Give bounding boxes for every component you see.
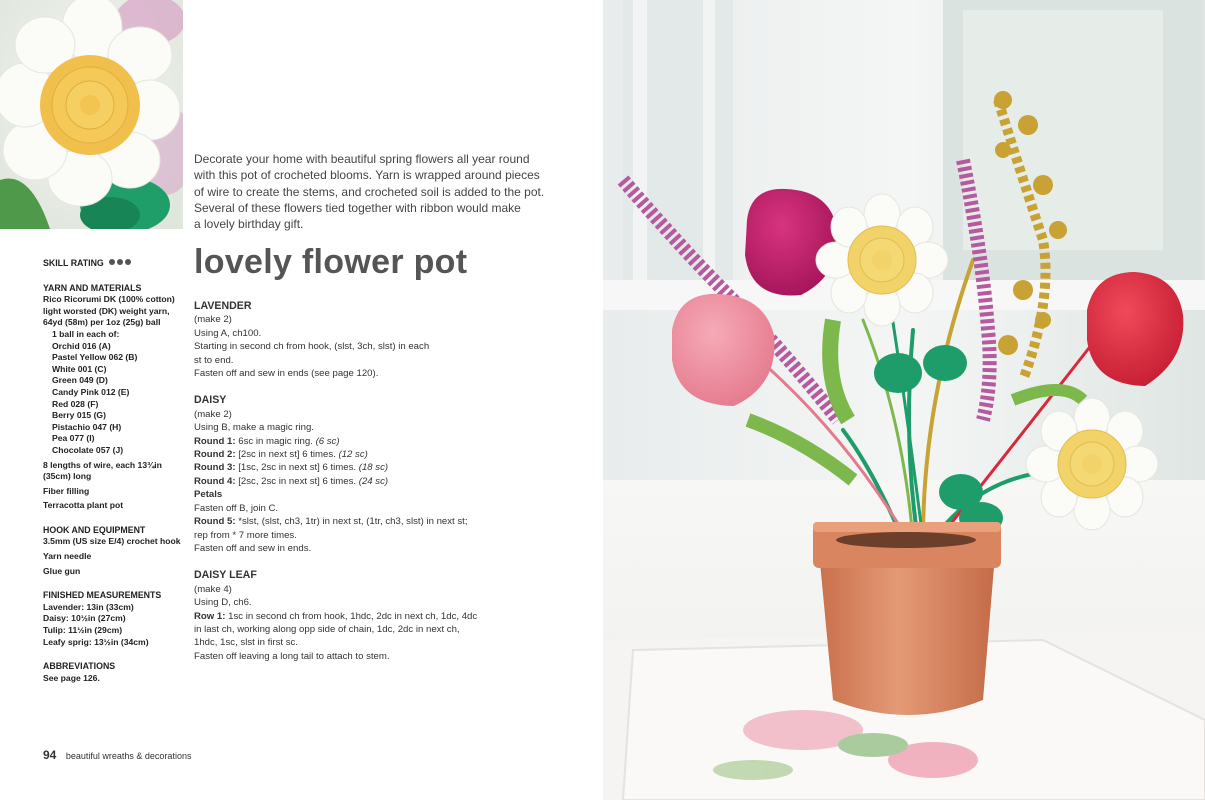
daisy-round <box>194 461 494 474</box>
petals-heading: Petals <box>194 489 223 501</box>
yarn-color: Berry 015 (G) <box>52 410 106 421</box>
wire-item: (35cm) long <box>43 471 92 482</box>
abbr-text: See page 126. <box>43 672 100 683</box>
round-label: Round 5: <box>194 516 236 528</box>
round-label: Round 2: <box>194 449 236 461</box>
yarn-color: White 001 (C) <box>52 363 107 374</box>
lavender-line: Fasten off and sew in ends (see page 120). <box>194 368 379 380</box>
pot-item: Terracotta plant pot <box>43 500 124 511</box>
yarn-heading: YARN AND MATERIALS <box>43 282 142 293</box>
page-footer <box>43 748 191 762</box>
leaf-row1-cont: 1hdc, 1sc, slst in first sc. <box>194 637 298 649</box>
round-text: [1sc, 2sc in next st] 6 times. <box>235 462 359 474</box>
yarn-desc: Rico Ricorumi DK (100% cotton) <box>43 294 175 305</box>
yarn-color: Candy Pink 012 (E) <box>52 386 130 397</box>
ball-intro: 1 ball in each of: <box>52 328 120 339</box>
yarn-color: Orchid 016 (A) <box>52 340 111 351</box>
filling-item: Fiber filling <box>43 485 90 496</box>
hook-item: Glue gun <box>43 565 81 576</box>
leaf-row1-cont: in last ch, working along opp side of chain, 1dc, 2dc in next ch, <box>194 623 460 635</box>
round-count: (18 sc) <box>358 462 389 474</box>
row-label: Row 1: <box>194 610 226 622</box>
measure-heading: FINISHED MEASUREMENTS <box>43 590 162 601</box>
yarn-color: Pastel Yellow 062 (B) <box>52 352 138 363</box>
intro-line: Decorate your home with beautiful spring flowers all year round <box>194 152 530 166</box>
lavender-heading: LAVENDER <box>194 300 252 312</box>
round-text: [2sc in next st] 6 times. <box>235 449 339 461</box>
daisy-round-5-cont: rep from * 7 more times. <box>194 529 297 541</box>
daisy-round-5 <box>194 515 494 528</box>
yarn-desc: light worsted (DK) weight yarn, <box>43 305 170 316</box>
leaf-make: (make 4) <box>194 583 232 595</box>
wire-item: 8 lengths of wire, each 13¾in <box>43 459 162 470</box>
row-text: 1sc in second ch from hook, 1hdc, 2dc in next ch, 1dc, 4dc <box>225 610 478 622</box>
daisy-make: (make 2) <box>194 408 232 420</box>
yarn-color: Red 028 (F) <box>52 398 99 409</box>
yarn-color: Green 049 (D) <box>52 375 108 386</box>
leaf-fasten: Fasten off leaving a long tail to attach to stem. <box>194 650 390 662</box>
round-count: (6 sc) <box>315 435 340 447</box>
measure-item: Daisy: 10½in (27cm) <box>43 613 126 624</box>
lavender-line: Starting in second ch from hook, (slst, 3ch, slst) in each <box>194 341 430 353</box>
round-count: (12 sc) <box>338 449 368 461</box>
intro-paragraph <box>194 151 544 232</box>
intro-line: a lovely birthday gift. <box>194 217 304 232</box>
round-text: *slst, (slst, ch3, 1tr) in next st, (1tr, ch3, slst) in next st; <box>235 516 468 528</box>
round-label: Round 4: <box>194 475 236 487</box>
flower-pot-photo <box>603 0 1205 800</box>
daisy-round <box>194 475 494 488</box>
daisy-leaf-heading: DAISY LEAF <box>194 569 257 582</box>
measure-item: Lavender: 13in (33cm) <box>43 601 134 612</box>
hook-item: 3.5mm (US size E/4) crochet hook <box>43 536 181 547</box>
page-number: 94 <box>43 748 57 762</box>
daisy-round <box>194 435 494 448</box>
leaf-row1 <box>194 610 494 623</box>
round-text: [2sc, 2sc in next st] 6 times. <box>235 475 359 487</box>
skill-dots <box>109 258 133 270</box>
measure-item: Tulip: 11½in (29cm) <box>43 625 123 636</box>
yarn-desc: 64yd (58m) per 1oz (25g) ball <box>43 317 161 328</box>
section-name: beautiful wreaths & decorations <box>65 751 192 761</box>
daisy-using: Using B, make a magic ring. <box>194 422 314 434</box>
intro-line: of wire to create the stems, and crocheted soil is added to the pot. <box>194 184 545 199</box>
daisy-heading: DAISY <box>194 394 227 407</box>
yarn-color: Pistachio 047 (H) <box>52 421 122 432</box>
intro-line: with this pot of crocheted blooms. Yarn is wrapped around pieces <box>194 168 540 183</box>
round-label: Round 3: <box>194 462 236 474</box>
measure-item: Leafy sprig: 13½in (34cm) <box>43 636 149 647</box>
hook-heading: HOOK AND EQUIPMENT <box>43 524 146 535</box>
hook-item: Yarn needle <box>43 551 92 562</box>
lavender-line: Using A, ch100. <box>194 327 262 339</box>
round-label: Round 1: <box>194 435 236 447</box>
lavender-line: (make 2) <box>194 314 232 326</box>
materials-sidebar <box>43 258 188 684</box>
daisy-round <box>194 448 494 461</box>
yarn-color: Pea 077 (I) <box>52 433 95 444</box>
skill-rating-label: SKILL RATING <box>43 258 104 268</box>
daisy-fasten: Fasten off and sew in ends. <box>194 542 312 554</box>
intro-line: Several of these flowers tied together with ribbon would make <box>194 200 521 215</box>
yarn-color: Chocolate 057 (J) <box>52 444 124 455</box>
daisy-closeup-photo <box>0 0 183 229</box>
skill-rating <box>43 258 188 270</box>
pattern-title: lovely flower pot <box>194 243 468 281</box>
lavender-line: st to end. <box>194 354 234 366</box>
leaf-using: Using D, ch6. <box>194 597 252 609</box>
round-count: (24 sc) <box>358 475 389 487</box>
pattern-instructions <box>194 300 494 663</box>
round-text: 6sc in magic ring. <box>235 435 316 447</box>
abbr-heading: ABBREVIATIONS <box>43 661 116 672</box>
petals-join: Fasten off B, join C. <box>194 502 279 514</box>
